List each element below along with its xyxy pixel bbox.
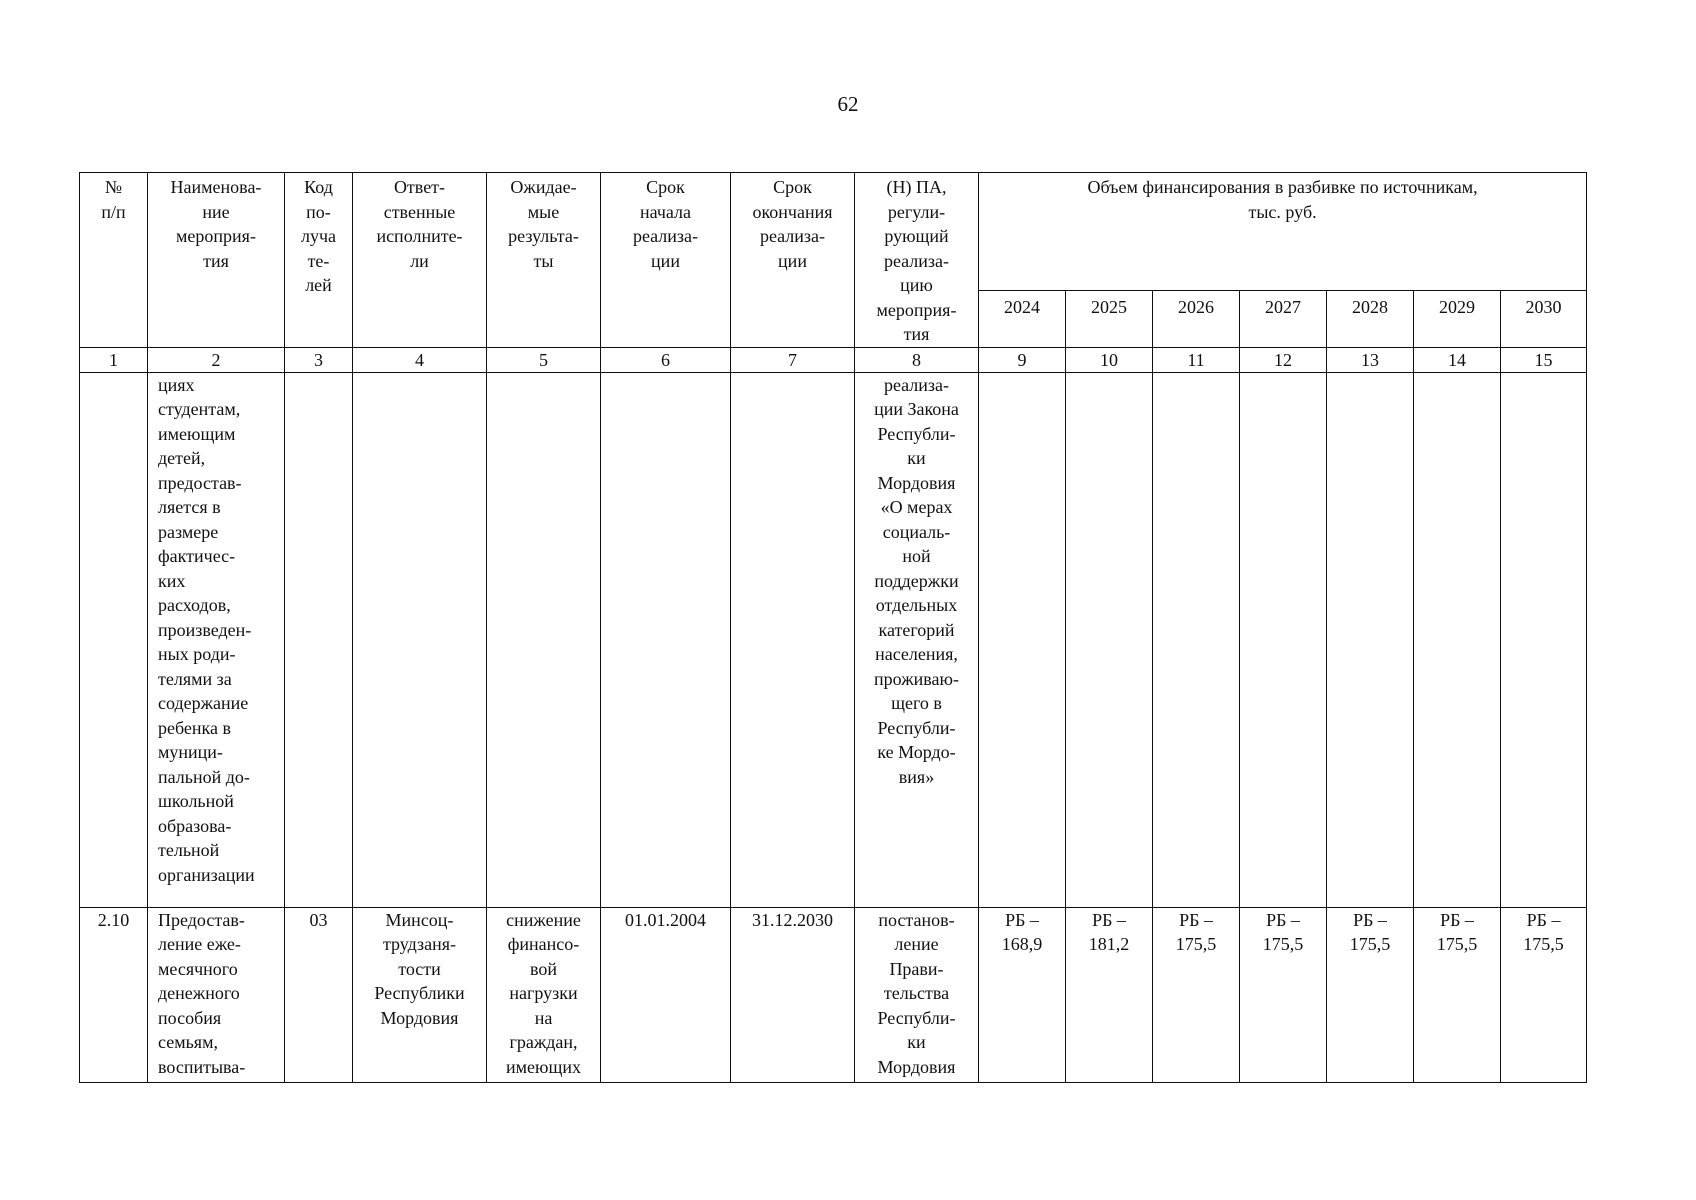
column-number: 12 [1240,347,1327,372]
header-row [80,173,1587,291]
row-funding-2025: РБ – 181,2 [1066,907,1153,1082]
row-code [285,372,353,907]
row-result [487,372,601,907]
row-funding-2029: РБ – 175,5 [1414,907,1501,1082]
column-number: 14 [1414,347,1501,372]
header-year-2024: 2024 [979,291,1066,347]
header-name: Наименова- ние мероприя- тия [148,173,285,348]
table-row [80,372,1587,907]
row-result: снижение финансо- вой нагрузки на граждан, имеющих [487,907,601,1082]
column-number-row [80,347,1587,372]
row-funding-2024: РБ – 168,9 [979,907,1066,1082]
row-act: реализа- ции Закона Республи- ки Мордовия «О мерах социаль- ной поддержки отдельных категорий населения, проживаю- щего в Республи- ке Мордо- вия» [855,372,979,907]
column-number: 3 [285,347,353,372]
row-name: Предостав- ление еже- месячного денежного пособия семьям, воспитыва- [148,907,285,1082]
row-start: 01.01.2004 [601,907,731,1082]
row-funding-2027 [1240,372,1327,907]
column-number: 5 [487,347,601,372]
column-number: 8 [855,347,979,372]
header-year-2029: 2029 [1414,291,1501,347]
header-year-2025: 2025 [1066,291,1153,347]
row-end: 31.12.2030 [731,907,855,1082]
row-act: постанов- ление Прави- тельства Республи- ки Мордовия [855,907,979,1082]
header-executor: Ответ- ственные исполните- ли [353,173,487,348]
row-code: 03 [285,907,353,1082]
header-start: Срок начала реализа- ции [601,173,731,348]
column-number: 11 [1153,347,1240,372]
financing-table [79,172,1587,1083]
row-funding-2030: РБ – 175,5 [1501,907,1587,1082]
row-funding-2025 [1066,372,1153,907]
row-name: циях студентам, имеющим детей, предостав- ляется в размере фактичес- ких расходов, произведен- ных роди- телями за содержание ребенка в муници- пальной до- школьной образова- тельной организации [148,372,285,907]
row-funding-2026: РБ – 175,5 [1153,907,1240,1082]
header-year-2030: 2030 [1501,291,1587,347]
column-number: 9 [979,347,1066,372]
column-number: 4 [353,347,487,372]
header-year-2026: 2026 [1153,291,1240,347]
row-funding-2030 [1501,372,1587,907]
row-funding-2027: РБ – 175,5 [1240,907,1327,1082]
column-number: 7 [731,347,855,372]
header-num: № п/п [80,173,148,348]
row-funding-2028: РБ – 175,5 [1327,907,1414,1082]
header-year-2028: 2028 [1327,291,1414,347]
page-number: 62 [837,92,859,116]
column-number: 15 [1501,347,1587,372]
row-executor [353,372,487,907]
header-end: Срок окончания реализа- ции [731,173,855,348]
column-number: 10 [1066,347,1153,372]
header-code: Код по- луча те- лей [285,173,353,348]
column-number: 13 [1327,347,1414,372]
row-funding-2028 [1327,372,1414,907]
header-act: (Н) ПА, регули- рующий реализа- цию мероприя- тия [855,173,979,348]
row-num [80,372,148,907]
header-year-2027: 2027 [1240,291,1327,347]
header-financing: Объем финансирования в разбивке по источникам, тыс. руб. [979,173,1587,291]
row-end [731,372,855,907]
row-executor: Минсоц- трудзаня- тости Республики Мордовия [353,907,487,1082]
column-number: 1 [80,347,148,372]
row-num: 2.10 [80,907,148,1082]
row-funding-2026 [1153,372,1240,907]
row-funding-2024 [979,372,1066,907]
row-start [601,372,731,907]
header-result: Ожидае- мые результа- ты [487,173,601,348]
column-number: 2 [148,347,285,372]
column-number: 6 [601,347,731,372]
row-funding-2029 [1414,372,1501,907]
table-row [80,907,1587,1082]
